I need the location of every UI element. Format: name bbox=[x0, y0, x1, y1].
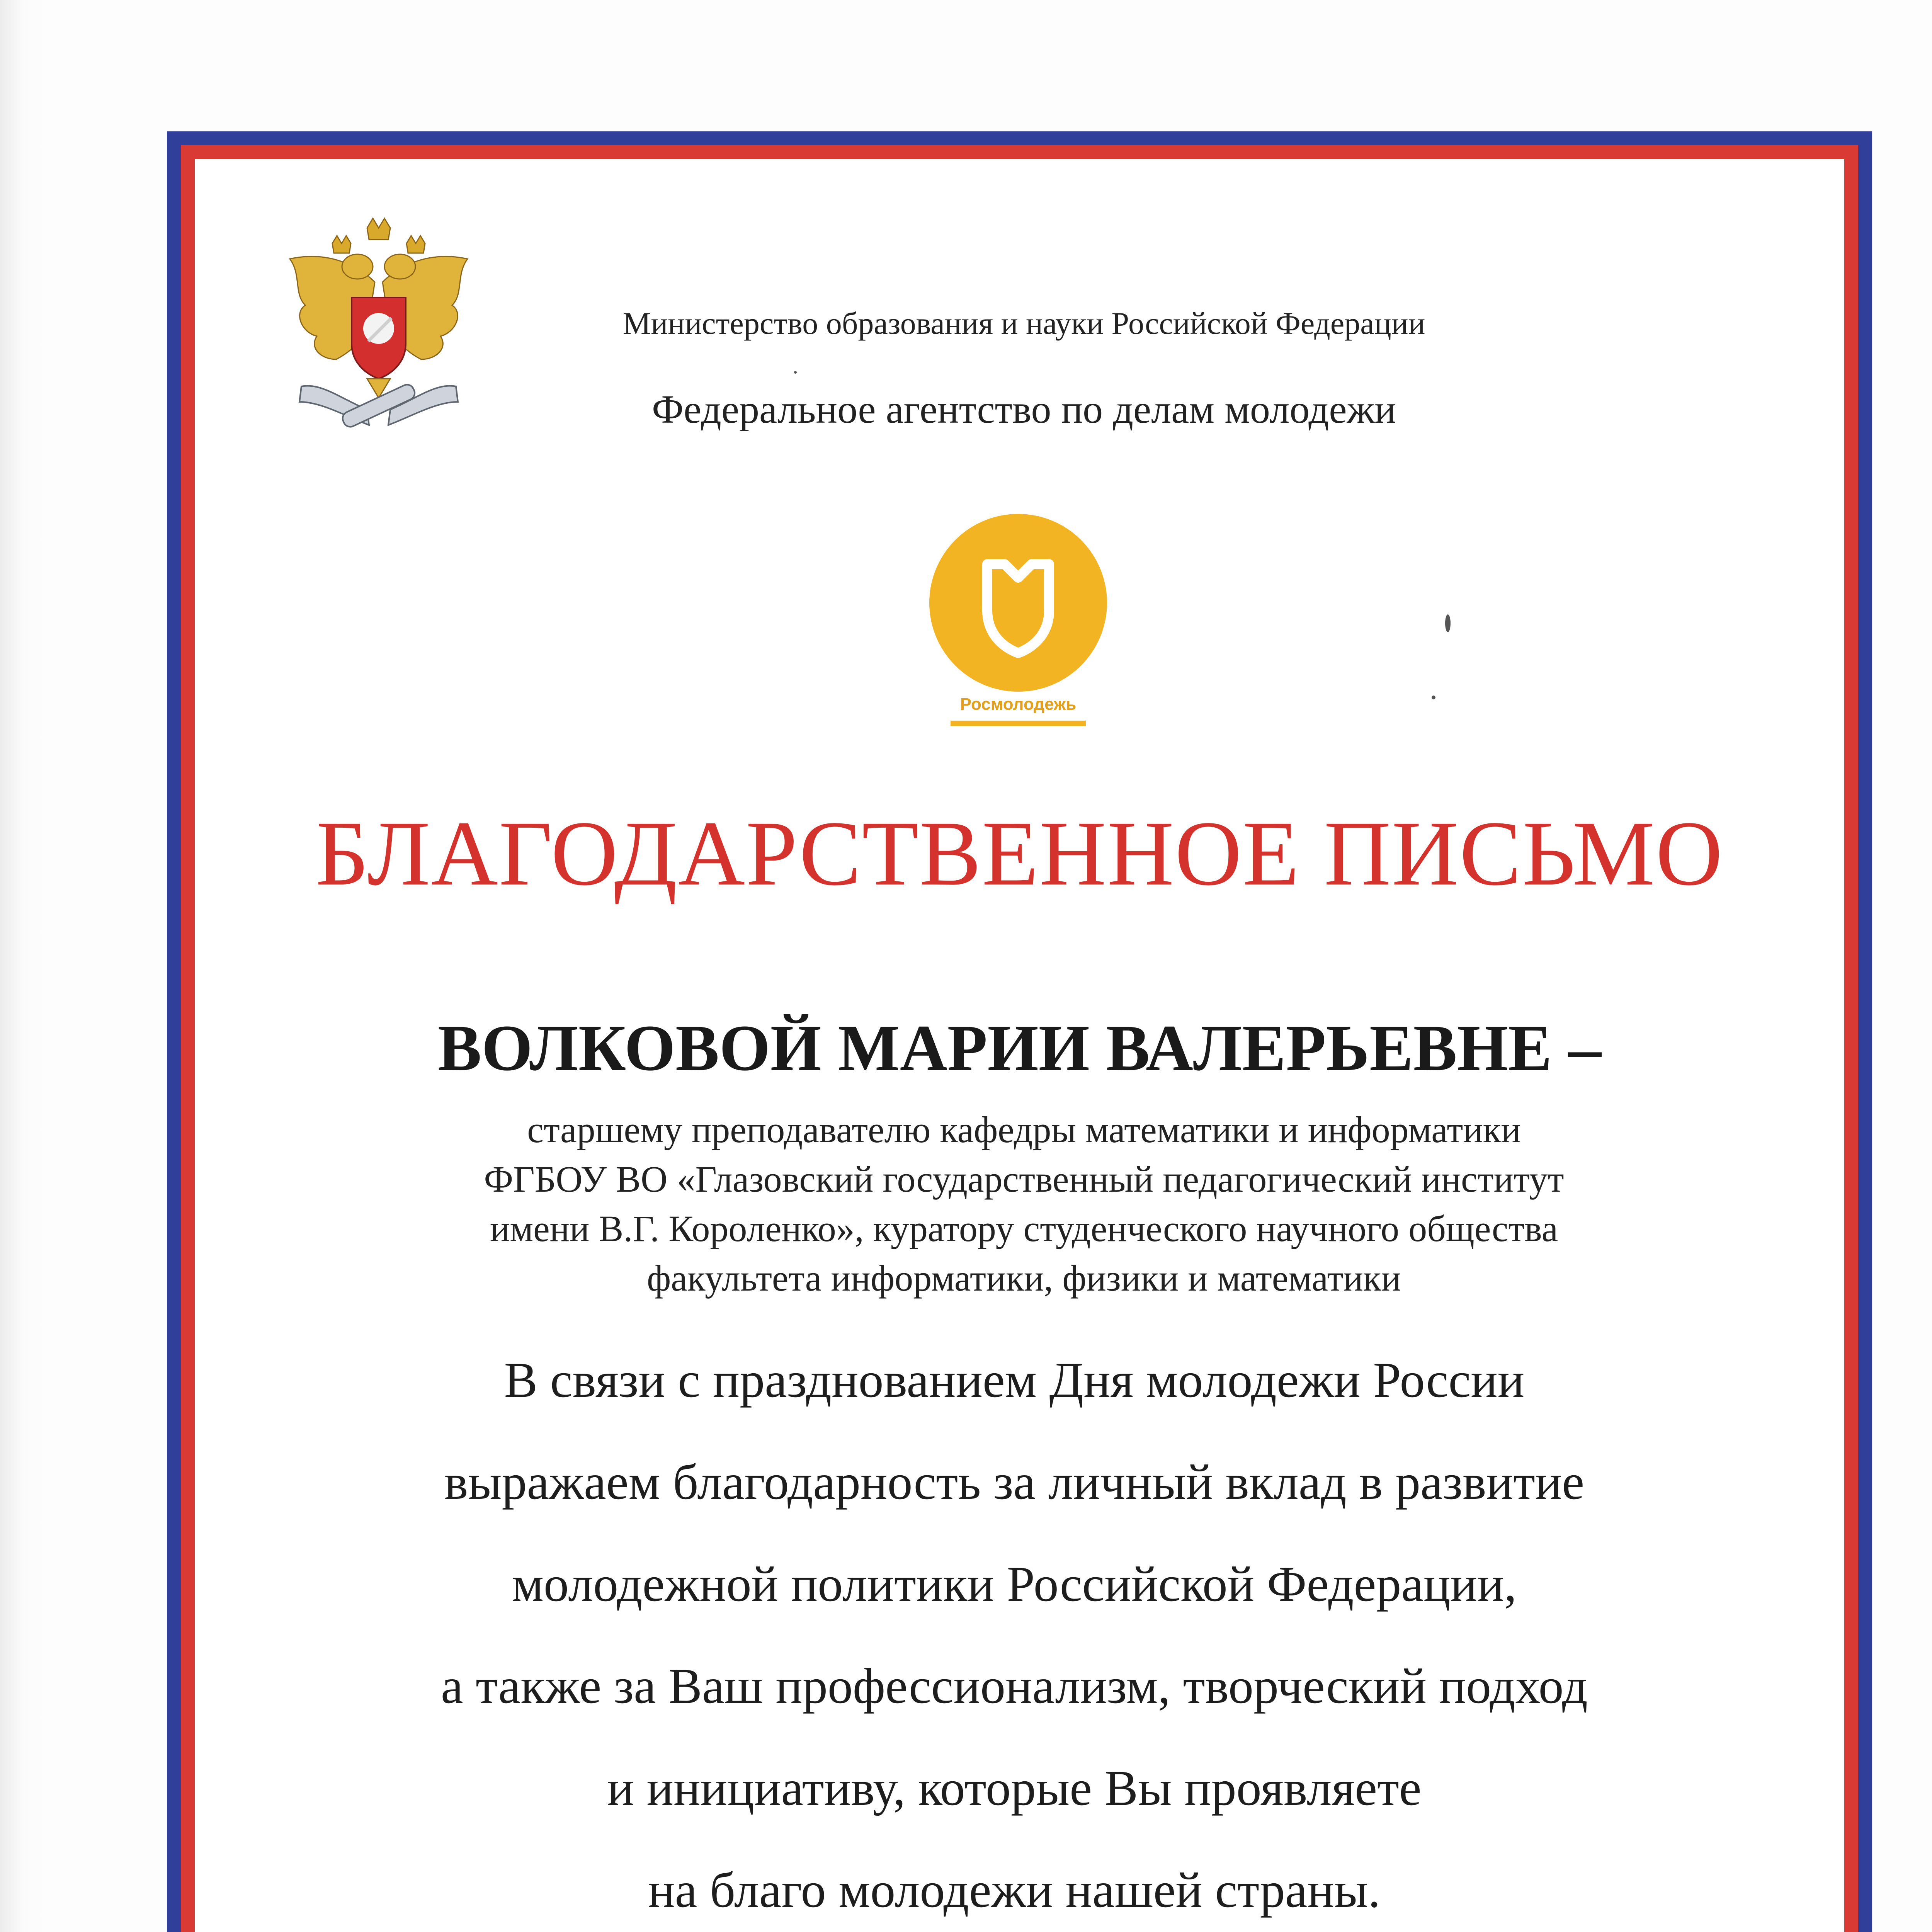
body-line: В связи с празднованием Дня молодежи России bbox=[504, 1352, 1525, 1408]
recipient-description bbox=[386, 1105, 1662, 1303]
letter-body bbox=[309, 1329, 1719, 1932]
scan-speck bbox=[1445, 614, 1451, 632]
recipient-name: ВОЛКОВОЙ МАРИИ ВАЛЕРЬЕВНЕ – bbox=[437, 1012, 1602, 1084]
body-line: выражаем благодарность за личный вклад в развитие bbox=[444, 1454, 1585, 1510]
recipient-description-line: ФГБОУ ВО «Глазовский государственный педагогический институт bbox=[484, 1158, 1564, 1200]
ministry-name: Министерство образования и науки Российской Федерации bbox=[622, 306, 1425, 341]
body-line: молодежной политики Российской Федерации, bbox=[512, 1556, 1517, 1612]
document-title: БЛАГОДАРСТВЕННОЕ ПИСЬМО bbox=[315, 802, 1724, 905]
agency-name: Федеральное агентство по делам молодежи bbox=[651, 387, 1396, 432]
scan-speck bbox=[794, 371, 797, 374]
rosmolodezh-logo bbox=[929, 514, 1107, 730]
recipient-description-line: имени В.Г. Короленко», куратору студенческого научного общества bbox=[490, 1208, 1558, 1249]
body-line: на благо молодежи нашей страны. bbox=[648, 1862, 1381, 1918]
body-line: и инициативу, которые Вы проявляете bbox=[607, 1760, 1422, 1816]
logo-label: Росмолодежь bbox=[960, 695, 1077, 714]
recipient-description-line: факультета информатики, физики и математики bbox=[647, 1257, 1401, 1299]
recipient-description-line: старшему преподавателю кафедры математики и информатики bbox=[527, 1109, 1521, 1150]
body-line: а также за Ваш профессионализм, творческий подход bbox=[441, 1658, 1588, 1714]
scan-speck bbox=[1432, 696, 1435, 699]
logo-underline bbox=[951, 721, 1086, 726]
rosmolodezh-shield-icon bbox=[929, 514, 1107, 692]
